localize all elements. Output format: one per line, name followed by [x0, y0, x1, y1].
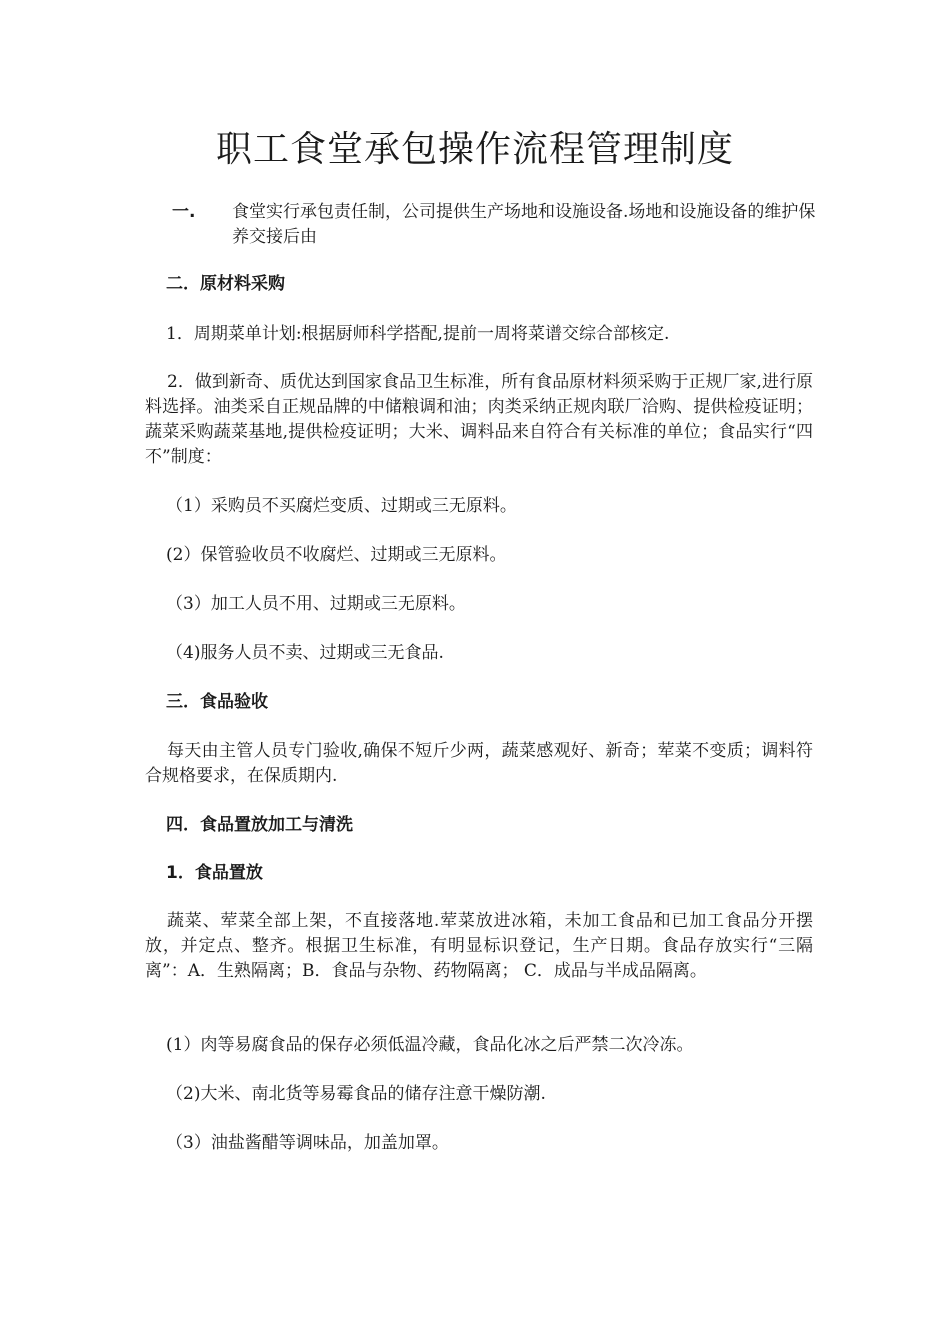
- section-3-text: 每天由主管人员专门验收,确保不短斤少两，蔬菜感观好、新奇；荤菜不变质；调料符合规格要求，在保质期内.: [145, 741, 813, 786]
- section-4-sub-1: (1）肉等易腐食品的保存必须低温冷藏，食品化冰之后严禁二次冷冻。: [166, 1035, 694, 1055]
- section-2-sub-4: （4)服务人员不卖、过期或三无食品.: [166, 643, 444, 663]
- section-2-item-1: 1．周期菜单计划:根据厨师科学搭配,提前一周将菜谱交综合部核定.: [166, 324, 670, 344]
- section-4-text: 蔬菜、荤菜全部上架，不直接落地.荤菜放进冰箱，未加工食品和已加工食品分开摆放，并定点、整齐。根据卫生标准，有明显标识登记，生产日期。食品存放实行“三隔离”：A．生熟隔离；B．食品与杂物、药物隔离； C．成品与半成品隔离。: [145, 911, 813, 981]
- section-2-item-2: 2．做到新奇、质优达到国家食品卫生标准，所有食品原材料须采购于正规厂家,进行原料选择。油类采自正规品牌的中储粮调和油；肉类采纳正规肉联厂洽购、提供检疫证明；蔬菜采购蔬菜基地,提供检疫证明；大米、调料品来自符合有关标准的单位；食品实行“四不”制度：: [145, 372, 813, 467]
- section-4-subheading: 1．食品置放: [166, 863, 263, 883]
- section-1: [172, 200, 822, 250]
- section-1-text: 食堂实行承包责任制，公司提供生产场地和设施设备.场地和设施设备的维护保养交接后由: [232, 202, 816, 247]
- document-title: 职工食堂承包操作流程管理制度: [215, 129, 734, 170]
- section-2-sub-2: (2）保管验收员不收腐烂、过期或三无原料。: [166, 545, 507, 565]
- section-1-number: 一.: [172, 202, 196, 222]
- section-4-heading: 四．食品置放加工与清洗: [166, 815, 353, 835]
- section-4-sub-2: （2)大米、南北货等易霉食品的储存注意干燥防潮.: [166, 1084, 546, 1104]
- section-2-sub-1: （1）采购员不买腐烂变质、过期或三无原料。: [166, 496, 517, 516]
- section-2-heading: 二．原材料采购: [166, 274, 285, 294]
- section-2-sub-3: （3）加工人员不用、过期或三无原料。: [166, 594, 466, 614]
- section-4-sub-3: （3）油盐酱醋等调味品，加盖加罩。: [166, 1133, 449, 1153]
- section-3-heading: 三．食品验收: [166, 692, 268, 712]
